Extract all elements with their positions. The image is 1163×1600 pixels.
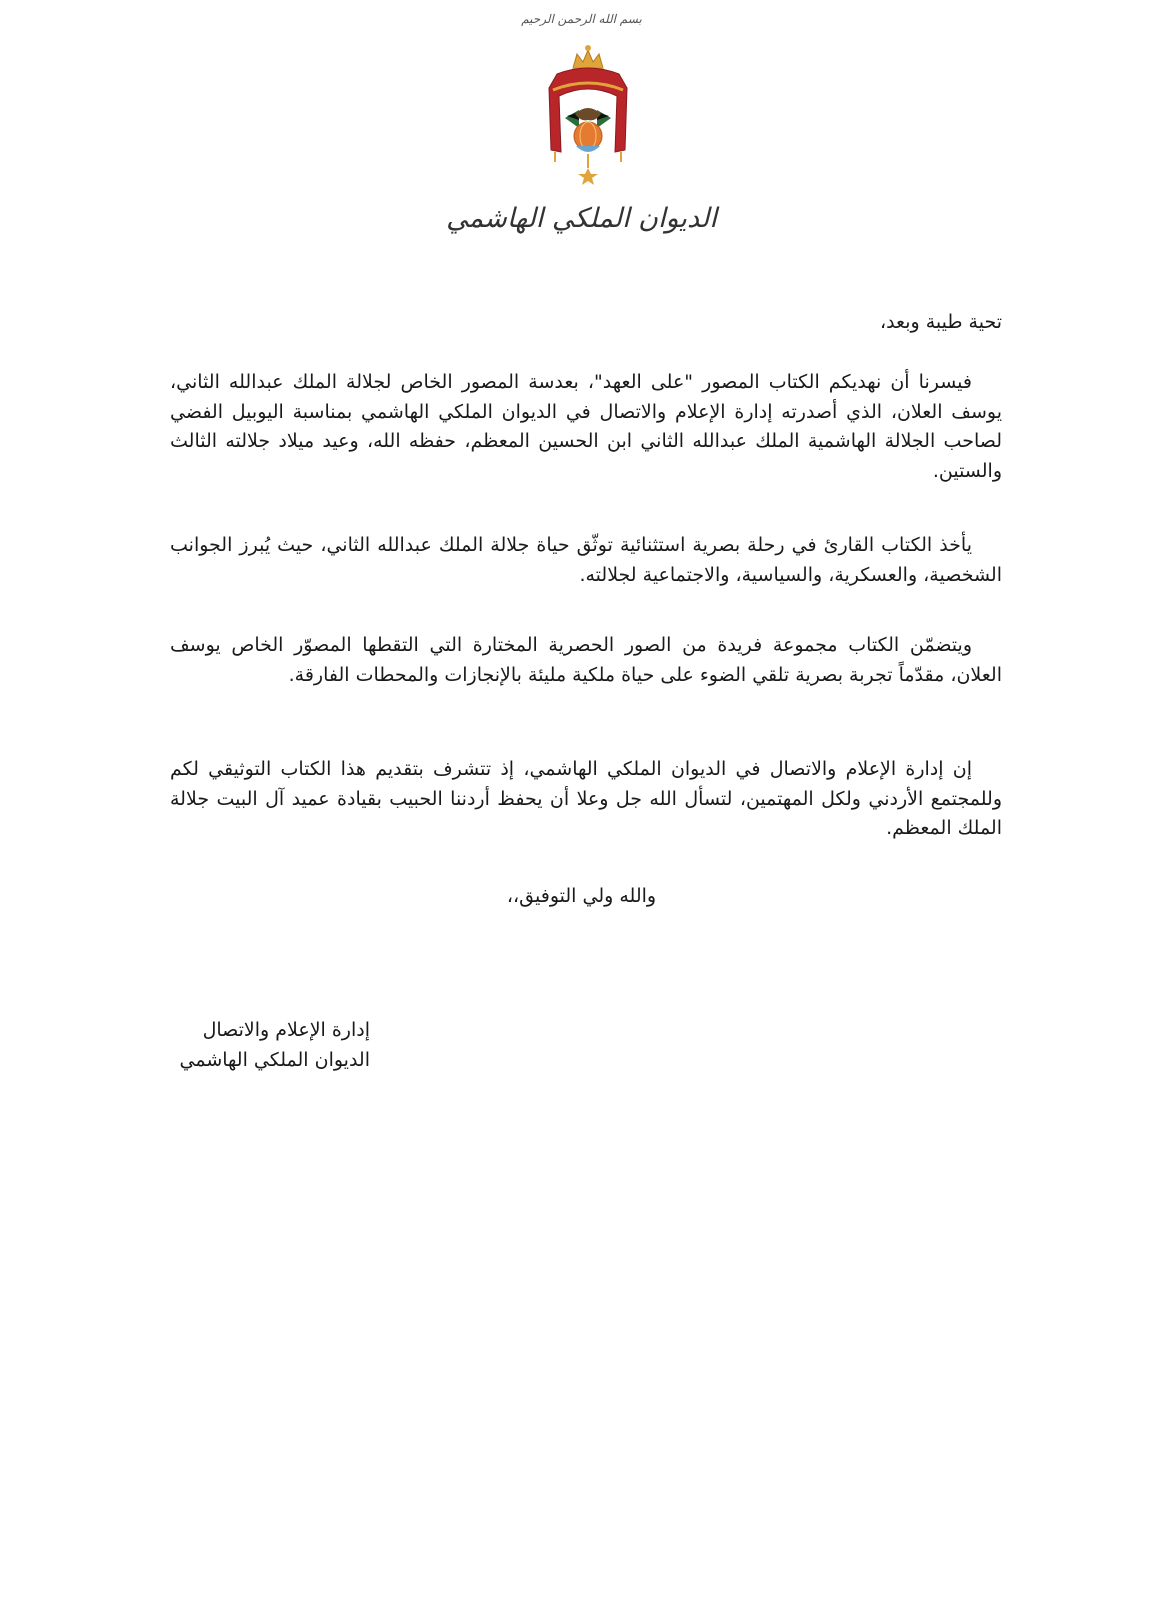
signature-organization: الديوان الملكي الهاشمي bbox=[179, 1049, 370, 1071]
globe-shield bbox=[574, 122, 602, 152]
letter-greeting: تحية طيبة وبعد، bbox=[879, 311, 1002, 333]
letter-paragraph: ويتضمّن الكتاب مجموعة فريدة من الصور الحصرية المختارة التي التقطها المصوّر الخاص يوسف العلان، مقدّماً تجربة بصرية تلقي الضوء على حياة ملكية مليئة بالإنجازات والمحطات الفارقة. bbox=[170, 634, 1002, 686]
basmala-calligraphy: بسم الله الرحمن الرحيم bbox=[521, 12, 642, 26]
signature-department: إدارة الإعلام والاتصال bbox=[202, 1019, 370, 1041]
royal-coat-of-arms-emblem bbox=[535, 40, 641, 190]
order-star-icon bbox=[578, 154, 598, 185]
letter-paragraph: إن إدارة الإعلام والاتصال في الديوان الملكي الهاشمي، إذ تتشرف بتقديم هذا الكتاب التوثيقي لكم وللمجتمع الأردني ولكل المهتمين، لتسأل الله جل وعلا أن يحفظ أردننا الحبيب بقيادة عميد آل البيت جلالة الملك المعظم. bbox=[170, 758, 1002, 839]
letter-closing: والله ولي التوفيق،، bbox=[506, 885, 657, 907]
letter-paragraph: يأخذ الكتاب القارئ في رحلة بصرية استثنائية توثّق حياة جلالة الملك عبدالله الثاني، حيث يُبرز الجوانب الشخصية، والعسكرية، والسياسية، والاجتماعية لجلالته. bbox=[170, 534, 1002, 586]
organization-name: الديوان الملكي الهاشمي bbox=[446, 203, 717, 234]
letter-paragraph: فيسرنا أن نهديكم الكتاب المصور "على العهد"، بعدسة المصور الخاص لجلالة الملك عبدالله الثاني، يوسف العلان، الذي أصدرته إدارة الإعلام والاتصال في الديوان الملكي الهاشمي بمناسبة اليوبيل الفضي لصاحب الجلالة الهاشمية الملك عبدالله الثاني ابن الحسين المعظم، حفظه الله، وعيد ميلاد جلالته الثالث والستين. bbox=[170, 371, 1002, 482]
